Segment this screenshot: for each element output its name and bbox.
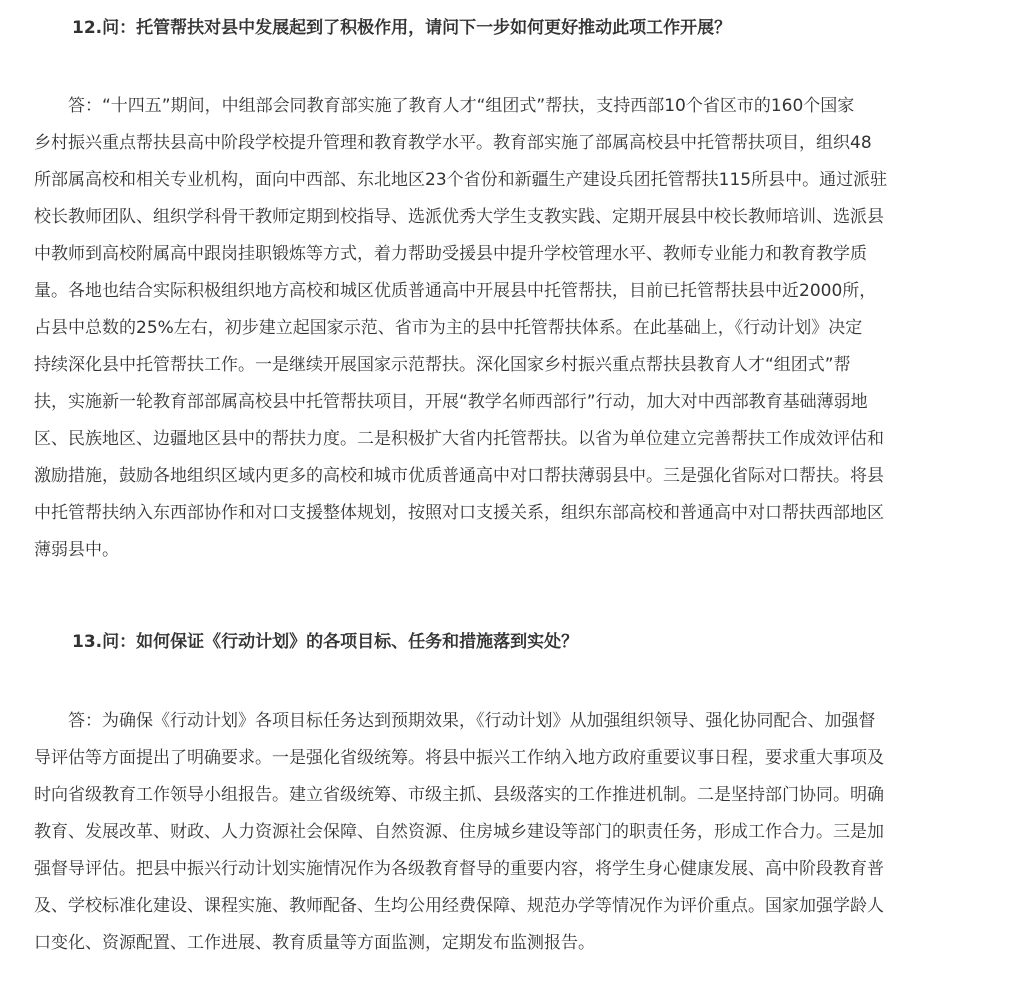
- answer-line: 答：为确保《行动计划》各项目标任务达到预期效果，《行动计划》从加强组织领导、强化协同配合、加强督: [34, 711, 876, 731]
- answer-line: 乡村振兴重点帮扶县高中阶段学校提升管理和教育教学水平。教育部实施了部属高校县中托管帮扶项目，组织48: [34, 133, 872, 153]
- question-13-heading: 13.问：如何保证《行动计划》的各项目标、任务和措施落到实处？: [72, 632, 579, 652]
- question-12-heading: 12.问：托管帮扶对县中发展起到了积极作用，请问下一步如何更好推动此项工作开展？: [72, 18, 732, 38]
- answer-line: 导评估等方面提出了明确要求。一是强化省级统筹。将县中振兴工作纳入地方政府重要议事日程，要求重大事项及: [34, 748, 884, 768]
- answer-line: 扶，实施新一轮教育部部属高校县中托管帮扶项目，开展“教学名师西部行”行动，加大对中西部教育基础薄弱地: [34, 392, 868, 412]
- answer-line: 所部属高校和相关专业机构，面向中西部、东北地区23个省份和新疆生产建设兵团托管帮扶115所县中。通过派驻: [34, 170, 888, 190]
- answer-line: 量。各地也结合实际积极组织地方高校和城区优质普通高中开展县中托管帮扶，目前已托管帮扶县中近2000所，: [34, 281, 877, 301]
- answer-line: 中教师到高校附属高中跟岗挂职锻炼等方式，着力帮助受援县中提升学校管理水平、教师专业能力和教育教学质: [34, 244, 867, 264]
- answer-line: 及、学校标准化建设、课程实施、教师配备、生均公用经费保障、规范办学等情况作为评价重点。国家加强学龄人: [34, 896, 884, 916]
- answer-line: 口变化、资源配置、工作进展、教育质量等方面监测，定期发布监测报告。: [34, 933, 595, 953]
- answer-line: 时向省级教育工作领导小组报告。建立省级统筹、市级主抓、县级落实的工作推进机制。二是坚持部门协同。明确: [34, 785, 884, 805]
- answer-line: 区、民族地区、边疆地区县中的帮扶力度。二是积极扩大省内托管帮扶。以省为单位建立完善帮扶工作成效评估和: [34, 429, 884, 449]
- answer-line: 校长教师团队、组织学科骨干教师定期到校指导、选派优秀大学生支教实践、定期开展县中校长教师培训、选派县: [34, 207, 884, 227]
- answer-line: 占县中总数的25%左右，初步建立起国家示范、省市为主的县中托管帮扶体系。在此基础上，《行动计划》决定: [34, 318, 863, 338]
- answer-line: 薄弱县中。: [34, 540, 119, 560]
- answer-line: 强督导评估。把县中振兴行动计划实施情况作为各级教育督导的重要内容，将学生身心健康发展、高中阶段教育普: [34, 859, 884, 879]
- answer-13-paragraph: [34, 703, 994, 962]
- answer-line: 激励措施，鼓励各地组织区域内更多的高校和城市优质普通高中对口帮扶薄弱县中。三是强化省际对口帮扶。将县: [34, 466, 884, 486]
- answer-line: 教育、发展改革、财政、人力资源社会保障、自然资源、住房城乡建设等部门的职责任务，形成工作合力。三是加: [34, 822, 884, 842]
- answer-line: 答：“十四五”期间，中组部会同教育部实施了教育人才“组团式”帮扶，支持西部10个省区市的160个国家: [34, 96, 855, 116]
- answer-line: 中托管帮扶纳入东西部协作和对口支援整体规划，按照对口支援关系，组织东部高校和普通高中对口帮扶西部地区: [34, 503, 884, 523]
- answer-line: 持续深化县中托管帮扶工作。一是继续开展国家示范帮扶。深化国家乡村振兴重点帮扶县教育人才“组团式”帮: [34, 355, 851, 375]
- answer-12-paragraph: [34, 88, 994, 569]
